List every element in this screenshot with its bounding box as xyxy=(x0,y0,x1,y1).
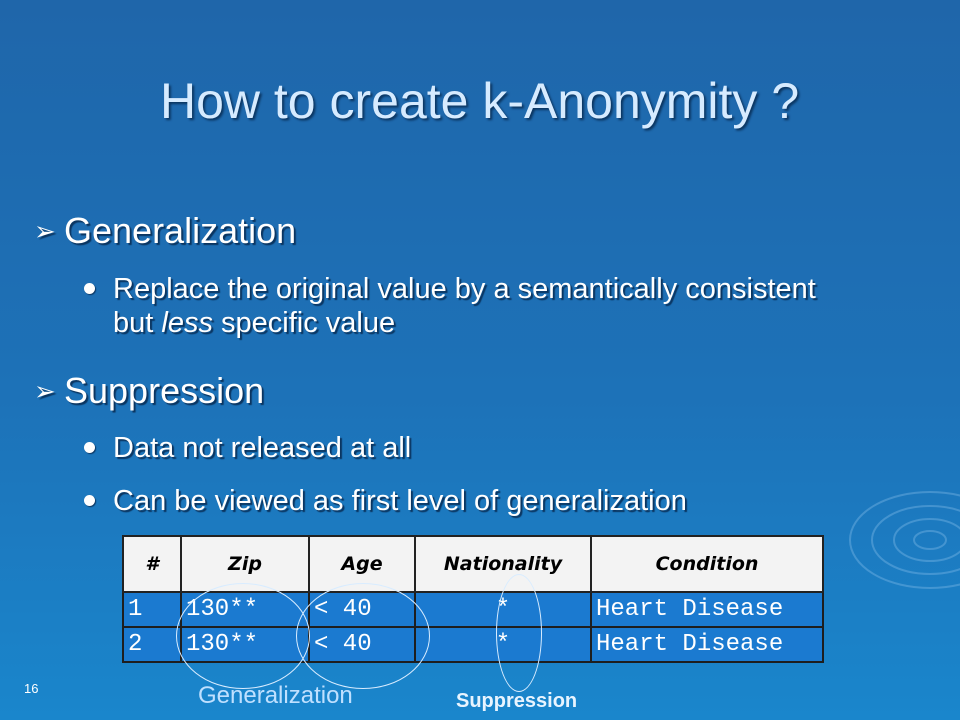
cell-nationality: * xyxy=(415,627,591,662)
sub-bullet-text: Can be viewed as first level of generalization xyxy=(113,485,687,517)
cell-number: 2 xyxy=(123,627,181,662)
generalization-label: Generalization xyxy=(198,682,353,709)
sub-bullet-text: Data not released at all xyxy=(113,432,412,464)
header-age: Age xyxy=(309,536,415,592)
generalization-circle xyxy=(296,583,430,689)
suppression-circle xyxy=(496,574,542,692)
cell-number: 1 xyxy=(123,592,181,627)
cell-age: < 40 xyxy=(309,592,415,627)
arrow-bullet-icon: ➢ xyxy=(34,216,56,246)
suppression-label: Suppression xyxy=(456,690,578,712)
header-condition: Condition xyxy=(591,536,823,592)
cell-zip: 130** xyxy=(181,627,309,662)
sub-bullet-not-released xyxy=(84,431,884,465)
cell-age: < 40 xyxy=(309,627,415,662)
header-nationality: Nationality xyxy=(415,536,591,592)
bullet-label: Suppression xyxy=(64,370,265,411)
bullet-generalization xyxy=(34,210,296,252)
header-zip: Zip xyxy=(181,536,309,592)
cell-nationality: * xyxy=(415,592,591,627)
page-number: 16 xyxy=(24,681,39,696)
bullet-label: Generalization xyxy=(64,210,297,251)
sub-bullet-replace xyxy=(84,272,864,340)
generalization-circle xyxy=(176,583,310,689)
slide-title: How to create k-Anonymity ? xyxy=(160,73,800,129)
dot-bullet-icon xyxy=(84,283,95,294)
arrow-bullet-icon: ➢ xyxy=(34,376,56,406)
sub-bullet-first-level xyxy=(84,484,904,518)
cell-condition: Heart Disease xyxy=(591,627,823,662)
sub-bullet-text: Replace the original value by a semantically consistent but less specific value xyxy=(113,273,816,339)
dot-bullet-icon xyxy=(84,495,95,506)
bullet-suppression xyxy=(34,370,264,412)
cell-zip: 130** xyxy=(181,592,309,627)
cell-condition: Heart Disease xyxy=(591,592,823,627)
header-number: # xyxy=(123,536,181,592)
dot-bullet-icon xyxy=(84,442,95,453)
